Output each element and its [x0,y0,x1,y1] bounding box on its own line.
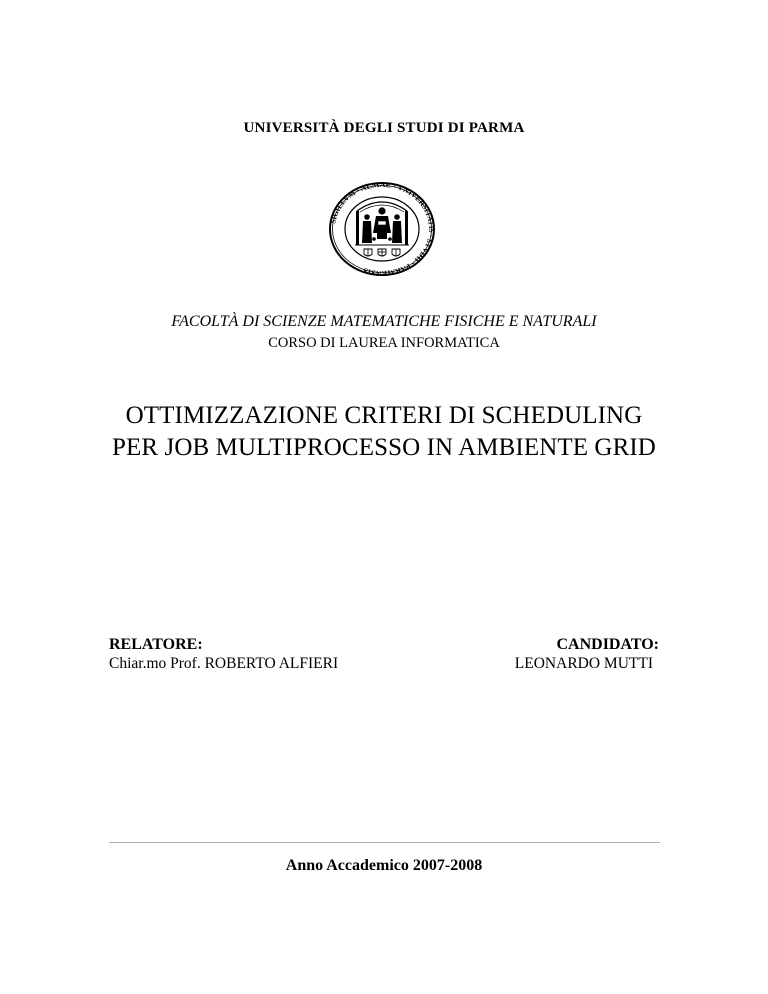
seal-inscription: SIGILLVM · ALMAE · VNIVERSITATIS · STVDII · PARMENSIS [328,181,437,277]
candidato-label: CANDIDATO: [556,636,659,653]
faculty-name: FACOLTÀ DI SCIENZE MATEMATICHE FISICHE E NATURALI [171,313,597,330]
university-name: UNIVERSITÀ DEGLI STUDI DI PARMA [243,120,525,136]
thesis-title-line-2: PER JOB MULTIPROCESSO IN AMBIENTE GRID [112,434,656,461]
university-seal-icon [327,181,437,277]
thesis-title-line-1: OTTIMIZZAZIONE CRITERI DI SCHEDULING [125,402,643,429]
academic-year: Anno Accademico 2007-2008 [285,857,483,874]
course-name: CORSO DI LAUREA INFORMATICA [268,335,500,351]
relatore-name: Chiar.mo Prof. ROBERTO ALFIERI [109,655,339,672]
relatore-label: RELATORE: [109,636,203,653]
candidato-name: LEONARDO MUTTI [514,655,653,672]
footer-divider [109,842,660,843]
